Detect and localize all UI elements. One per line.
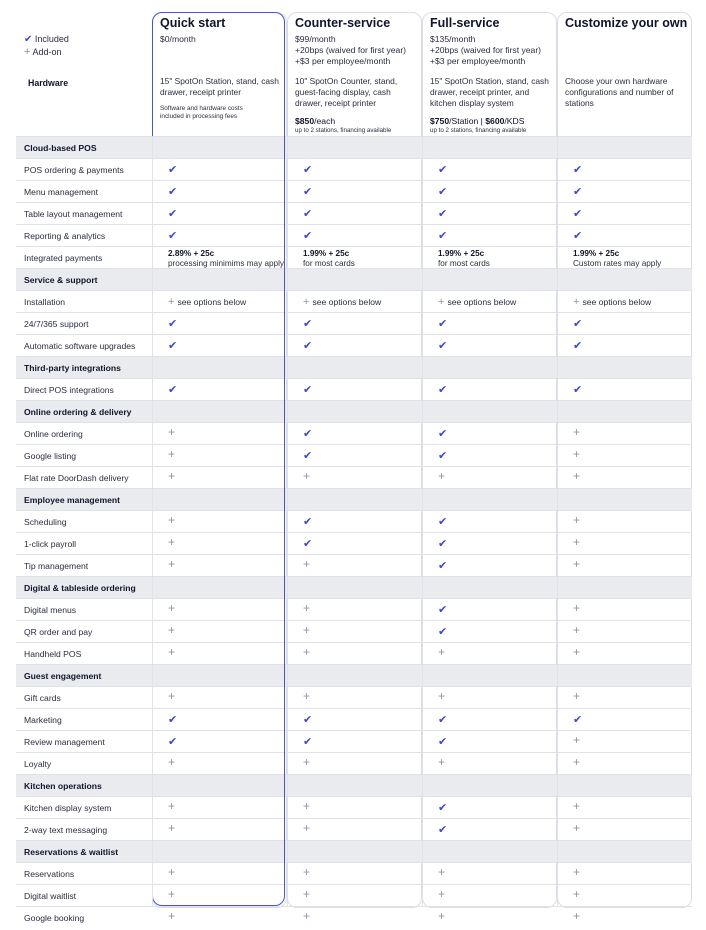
section-title: Cloud-based POS xyxy=(24,143,97,153)
feature-label: 1-click payroll xyxy=(24,539,77,549)
plus-icon: + xyxy=(303,645,311,659)
check-icon: ✔ xyxy=(573,318,583,330)
plus-icon: + xyxy=(303,296,310,308)
plus-icon: + xyxy=(438,865,446,879)
plus-icon: + xyxy=(168,601,176,615)
plus-icon: + xyxy=(168,513,176,527)
table-row xyxy=(16,334,692,356)
check-icon: ✔ xyxy=(438,538,448,550)
plus-icon: + xyxy=(168,689,176,703)
table-row xyxy=(16,378,692,400)
price-unit: /each xyxy=(314,116,336,126)
hardware-fine-print: up to 2 stations, financing available xyxy=(295,127,392,134)
check-icon: ✔ xyxy=(438,164,448,176)
plus-icon: + xyxy=(168,535,176,549)
check-icon: ✔ xyxy=(168,714,178,726)
feature-label: 24/7/365 support xyxy=(24,319,89,329)
options-text: see options below xyxy=(312,297,382,307)
column-divider xyxy=(287,136,288,907)
price-amount-kds: $600 xyxy=(485,116,505,126)
check-icon: ✔ xyxy=(168,208,178,220)
check-icon: ✔ xyxy=(303,428,313,440)
plus-icon: + xyxy=(303,799,311,813)
check-icon: ✔ xyxy=(303,384,313,396)
section-header xyxy=(16,840,692,862)
rate-note: Custom rates may apply xyxy=(573,259,662,268)
section-header xyxy=(16,268,692,290)
plus-icon: + xyxy=(573,425,581,439)
check-icon: ✔ xyxy=(168,384,178,396)
table-row xyxy=(16,444,692,466)
quick-start-highlight xyxy=(152,12,285,906)
plus-icon: + xyxy=(168,821,176,835)
check-icon: ✔ xyxy=(438,384,448,396)
plus-icon: + xyxy=(573,513,581,527)
plus-icon: + xyxy=(24,46,31,58)
feature-label: Gift cards xyxy=(24,693,61,703)
table-row xyxy=(16,642,692,664)
plan-price: $135/month xyxy=(430,34,476,44)
section-header xyxy=(16,400,692,422)
check-icon: ✔ xyxy=(303,186,313,198)
feature-label: Google booking xyxy=(24,913,85,923)
plus-icon: + xyxy=(438,755,446,769)
check-icon: ✔ xyxy=(438,626,448,638)
addon-options-cell xyxy=(573,296,651,308)
check-icon: ✔ xyxy=(438,340,448,352)
plus-icon: + xyxy=(303,623,311,637)
legend-included: Included xyxy=(34,34,69,44)
table-row xyxy=(16,554,692,576)
plus-icon: + xyxy=(573,557,581,571)
rate-note: for most cards xyxy=(303,259,355,268)
plus-icon: + xyxy=(573,909,581,923)
plus-icon: + xyxy=(573,821,581,835)
payment-rate-cell xyxy=(573,249,661,269)
plus-icon: + xyxy=(438,469,446,483)
plan-employee-fee: +$3 per employee/month xyxy=(295,56,391,66)
rate-value: 1.99% + 25c xyxy=(573,249,620,258)
table-row xyxy=(16,708,692,730)
plus-icon: + xyxy=(573,755,581,769)
plus-icon: + xyxy=(303,865,311,879)
feature-label: Digital menus xyxy=(24,605,77,615)
feature-label: Handheld POS xyxy=(24,649,82,659)
feature-label: Menu management xyxy=(24,187,99,197)
feature-label: 2-way text messaging xyxy=(24,825,108,835)
check-icon: ✔ xyxy=(303,516,313,528)
table-row xyxy=(16,862,692,884)
payment-rate-cell xyxy=(438,249,490,269)
check-icon: ✔ xyxy=(573,208,583,220)
table-row xyxy=(16,620,692,642)
check-icon: ✔ xyxy=(303,340,313,352)
section-header xyxy=(16,774,692,796)
plan-title: Customize your own xyxy=(565,16,688,30)
legend xyxy=(24,33,69,58)
table-row xyxy=(16,730,692,752)
check-icon: ✔ xyxy=(438,230,448,242)
section-header xyxy=(16,356,692,378)
check-icon: ✔ xyxy=(168,340,178,352)
table-row xyxy=(16,818,692,840)
hardware-text: 15" SpotOn Station, stand, cash drawer, receipt printer, and kitchen display system xyxy=(430,76,549,108)
plus-icon: + xyxy=(168,623,176,637)
plus-icon: + xyxy=(168,887,176,901)
table-row xyxy=(16,422,692,444)
plus-icon: + xyxy=(573,799,581,813)
plus-icon: + xyxy=(303,755,311,769)
feature-label: Online ordering xyxy=(24,429,83,439)
table-row xyxy=(16,158,692,180)
check-icon: ✔ xyxy=(24,34,33,45)
plus-icon: + xyxy=(303,601,311,615)
hardware-counter-service xyxy=(295,76,417,135)
plus-icon: + xyxy=(168,865,176,879)
plus-icon: + xyxy=(573,645,581,659)
plan-fee: +20bps (waived for first year) xyxy=(430,45,542,55)
plus-icon: + xyxy=(168,645,176,659)
plus-icon: + xyxy=(438,689,446,703)
section-header xyxy=(16,576,692,598)
plan-header-counter-service xyxy=(295,16,420,67)
column-divider xyxy=(422,136,423,907)
table-row xyxy=(16,686,692,708)
options-text: see options below xyxy=(447,297,517,307)
check-icon: ✔ xyxy=(303,164,313,176)
section-header xyxy=(16,488,692,510)
hardware-price xyxy=(295,116,417,127)
check-icon: ✔ xyxy=(573,186,583,198)
section-header xyxy=(16,664,692,686)
hardware-customize xyxy=(565,76,687,109)
check-icon: ✔ xyxy=(438,736,448,748)
feature-label: Digital waitlist xyxy=(24,891,77,901)
check-icon: ✔ xyxy=(303,230,313,242)
table-row xyxy=(16,752,692,774)
feature-table xyxy=(16,136,692,928)
legend-addon: Add-on xyxy=(32,47,62,57)
table-row xyxy=(16,510,692,532)
table-row xyxy=(16,312,692,334)
plus-icon: + xyxy=(438,909,446,923)
plan-title: Counter-service xyxy=(295,16,391,30)
price-amount: $850 xyxy=(295,116,315,126)
check-icon: ✔ xyxy=(438,318,448,330)
check-icon: ✔ xyxy=(438,428,448,440)
plus-icon: + xyxy=(168,799,176,813)
plus-icon: + xyxy=(303,887,311,901)
check-icon: ✔ xyxy=(438,824,448,836)
plus-icon: + xyxy=(438,645,446,659)
table-row xyxy=(16,202,692,224)
payment-rate-cell xyxy=(303,249,355,269)
plan-title: Full-service xyxy=(430,16,500,30)
check-icon: ✔ xyxy=(573,714,583,726)
addon-options-cell xyxy=(303,296,381,308)
check-icon: ✔ xyxy=(303,450,313,462)
table-row xyxy=(16,906,692,928)
plus-icon: + xyxy=(573,535,581,549)
check-icon: ✔ xyxy=(573,164,583,176)
feature-label: Table layout management xyxy=(24,209,123,219)
hardware-fine-print: up to 2 stations, financing available xyxy=(430,127,527,134)
hardware-text: Choose your own hardware configurations and number of stations xyxy=(565,76,674,108)
plus-icon: + xyxy=(303,557,311,571)
feature-label: POS ordering & payments xyxy=(24,165,124,175)
plus-icon: + xyxy=(573,865,581,879)
price-amount: $750 xyxy=(430,116,450,126)
check-icon: ✔ xyxy=(303,714,313,726)
plus-icon: + xyxy=(573,623,581,637)
table-row xyxy=(16,598,692,620)
options-text: see options below xyxy=(177,297,247,307)
plus-icon: + xyxy=(573,601,581,615)
options-text: see options below xyxy=(582,297,652,307)
hardware-text: 15" SpotOn Station, stand, cash drawer, receipt printer xyxy=(160,76,279,97)
section-title: Digital & tableside ordering xyxy=(24,583,136,593)
plus-icon: + xyxy=(303,469,311,483)
plus-icon: + xyxy=(438,296,445,308)
plus-icon: + xyxy=(573,887,581,901)
hardware-label: Hardware xyxy=(28,78,69,88)
section-title: Employee management xyxy=(24,495,120,505)
table-row xyxy=(16,466,692,488)
plan-price: $99/month xyxy=(295,34,336,44)
check-icon: ✔ xyxy=(438,208,448,220)
section-title: Service & support xyxy=(24,275,98,285)
section-title: Guest engagement xyxy=(24,671,102,681)
feature-label: Direct POS integrations xyxy=(24,385,114,395)
plan-fee: +20bps (waived for first year) xyxy=(295,45,407,55)
feature-label: Kitchen display system xyxy=(24,803,112,813)
feature-label: Marketing xyxy=(24,715,62,725)
rate-note: for most cards xyxy=(438,259,490,268)
plan-employee-fee: +$3 per employee/month xyxy=(430,56,526,66)
plus-icon: + xyxy=(168,755,176,769)
plus-icon: + xyxy=(168,447,176,461)
table-row xyxy=(16,796,692,818)
check-icon: ✔ xyxy=(303,208,313,220)
feature-label: Integrated payments xyxy=(24,253,103,263)
plan-title: Quick start xyxy=(160,16,226,30)
section-title: Reservations & waitlist xyxy=(24,847,119,857)
check-icon: ✔ xyxy=(303,538,313,550)
table-row xyxy=(16,180,692,202)
plus-icon: + xyxy=(303,689,311,703)
check-icon: ✔ xyxy=(438,560,448,572)
check-icon: ✔ xyxy=(573,384,583,396)
section-title: Kitchen operations xyxy=(24,781,102,791)
plan-header-full-service xyxy=(430,16,555,67)
check-icon: ✔ xyxy=(573,340,583,352)
plus-icon: + xyxy=(573,689,581,703)
price-unit: /Station | xyxy=(449,116,486,126)
plus-icon: + xyxy=(168,425,176,439)
rate-value: 2.89% + 25c xyxy=(168,249,215,258)
table-row xyxy=(16,884,692,906)
feature-label: QR order and pay xyxy=(24,627,93,637)
column-divider xyxy=(152,136,153,907)
plus-icon: + xyxy=(573,296,580,308)
feature-label: Scheduling xyxy=(24,517,67,527)
feature-label: Loyalty xyxy=(24,759,52,769)
check-icon: ✔ xyxy=(168,736,178,748)
plus-icon: + xyxy=(303,821,311,835)
check-icon: ✔ xyxy=(168,318,178,330)
check-icon: ✔ xyxy=(438,604,448,616)
plan-price: $0/month xyxy=(160,34,196,44)
plus-icon: + xyxy=(573,733,581,747)
check-icon: ✔ xyxy=(168,164,178,176)
plus-icon: + xyxy=(168,469,176,483)
plus-icon: + xyxy=(168,557,176,571)
column-divider xyxy=(557,136,558,907)
plus-icon: + xyxy=(573,469,581,483)
table-row xyxy=(16,290,692,312)
section-header xyxy=(16,136,692,158)
feature-label: Review management xyxy=(24,737,105,747)
rate-value: 1.99% + 25c xyxy=(438,249,485,258)
section-title: Online ordering & delivery xyxy=(24,407,132,417)
check-icon: ✔ xyxy=(303,318,313,330)
price-unit-kds: /KDS xyxy=(504,116,525,126)
plus-icon: + xyxy=(168,296,175,308)
check-icon: ✔ xyxy=(438,714,448,726)
check-icon: ✔ xyxy=(168,230,178,242)
plus-icon: + xyxy=(438,887,446,901)
plus-icon: + xyxy=(168,909,176,923)
feature-label: Google listing xyxy=(24,451,77,461)
check-icon: ✔ xyxy=(303,736,313,748)
check-icon: ✔ xyxy=(438,516,448,528)
hardware-note: Software and hardware costs included in processing fees xyxy=(160,105,243,120)
feature-label: Flat rate DoorDash delivery xyxy=(24,473,129,483)
feature-label: Reporting & analytics xyxy=(24,231,106,241)
feature-label: Tip management xyxy=(24,561,89,571)
feature-label: Automatic software upgrades xyxy=(24,341,136,351)
rate-note: processing minimims may apply xyxy=(168,259,285,268)
feature-label: Installation xyxy=(24,297,66,307)
table-row xyxy=(16,224,692,246)
check-icon: ✔ xyxy=(438,450,448,462)
check-icon: ✔ xyxy=(438,802,448,814)
hardware-price xyxy=(430,116,552,127)
plus-icon: + xyxy=(573,447,581,461)
check-icon: ✔ xyxy=(573,230,583,242)
rate-value: 1.99% + 25c xyxy=(303,249,350,258)
table-row xyxy=(16,246,692,268)
check-icon: ✔ xyxy=(168,186,178,198)
check-icon: ✔ xyxy=(438,186,448,198)
hardware-full-service xyxy=(430,76,552,135)
plan-header-customize xyxy=(565,16,690,34)
section-title: Third-party integrations xyxy=(24,363,121,373)
feature-label: Reservations xyxy=(24,869,75,879)
table-row xyxy=(16,532,692,554)
addon-options-cell xyxy=(438,296,516,308)
plus-icon: + xyxy=(303,909,311,923)
hardware-text: 10" SpotOn Counter, stand, guest-facing display, cash drawer, receipt printer xyxy=(295,76,398,108)
